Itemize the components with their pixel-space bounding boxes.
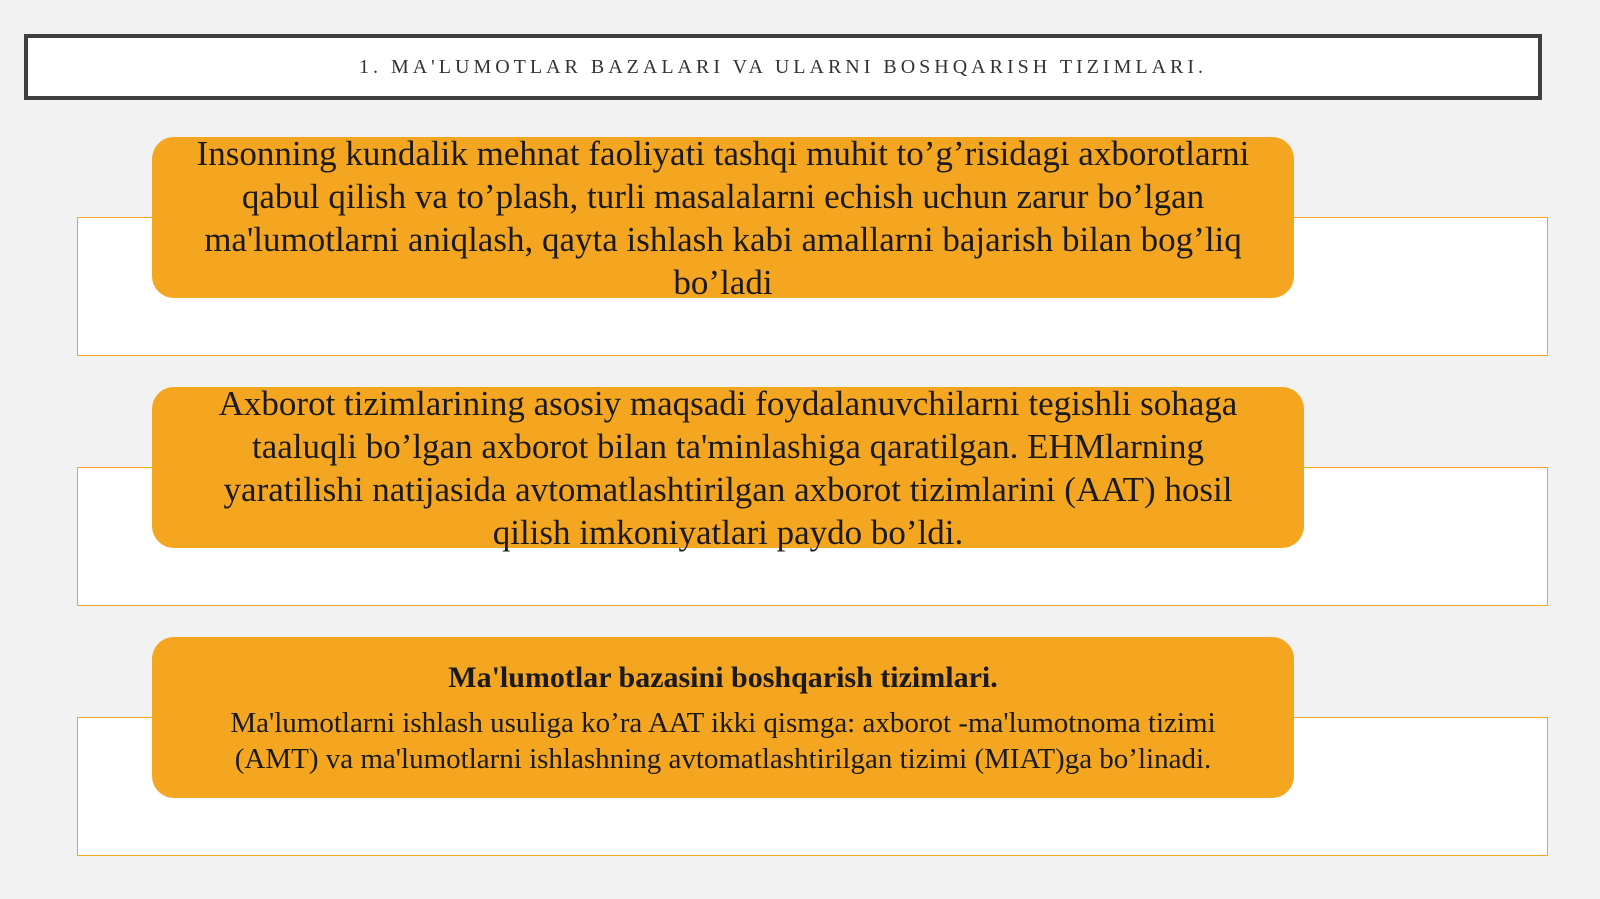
content-card-3-text: Ma'lumotlarni ishlash usuliga ko’ra AAT ikki qismga: axborot -ma'lumotnoma tizimi (AMT) va ma'lumotlarni ishlashning avtomatlashtirilgan tizimi (MIAT)ga bo’linadi. <box>230 706 1216 775</box>
content-card-2 <box>152 383 1304 552</box>
content-card-1 <box>152 133 1294 302</box>
content-card-2-text: Axborot tizimlarining asosiy maqsadi foydalanuvchilarni tegishli sohaga taaluqli bo’lgan axborot bilan ta'minlashiga qaratilgan. EHMlarning yaratilishi natijasida avtomatlashtirilgan axborot tizimlarini (AAT) hosil qilish imkoniyatlari paydo bo’ldi. <box>218 383 1238 552</box>
slide-title: 1. MA'LUMOTLAR BAZALARI VA ULARNI BOSHQARISH TIZIMLARI. <box>358 55 1208 78</box>
content-card-3-heading: Ma'lumotlar bazasini boshqarish tizimlari. <box>448 660 998 694</box>
content-card-3 <box>152 637 1294 798</box>
content-card-1-text: Insonning kundalik mehnat faoliyati tashqi muhit to’g’risidagi axborotlarni qabul qilish va to’plash, turli masalalarni echish uchun zarur bo’lgan ma'lumotlarni aniqlash, qayta ishlash kabi amallarni bajarish bilan bog’liq bo’ladi <box>196 133 1250 302</box>
slide-title-box <box>24 34 1542 100</box>
